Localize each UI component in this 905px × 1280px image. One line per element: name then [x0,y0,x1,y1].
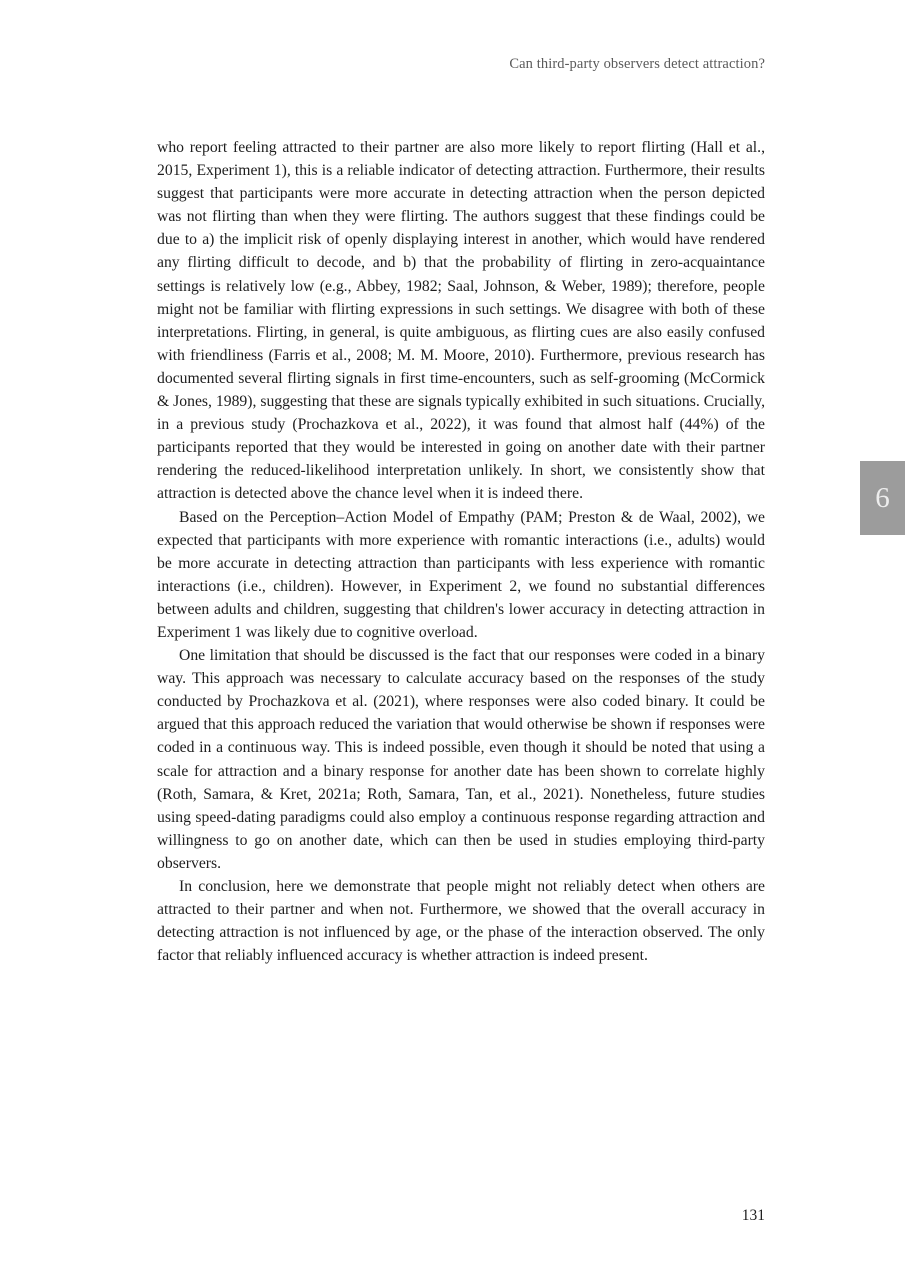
paragraph: In conclusion, here we demonstrate that people might not reliably detect when others are attracted to their partner and when not. Furthermore, we showed that the overall accuracy in detecting attraction is not influenced by age, or the phase of the interaction observed. The only factor that reliably influenced accuracy is whether attraction is indeed present. [157,878,765,965]
chapter-tab: 6 [860,461,905,535]
paragraph: Based on the Perception–Action Model of Empathy (PAM; Preston & de Waal, 2002), we expected that participants with more experience with romantic interactions (i.e., adults) would be more accurate in detecting attraction than participants with less experience with romantic interactions (i.e., children). However, in Experiment 2, we found no substantial differences between adults and children, suggesting that children's lower accuracy in detecting attraction in Experiment 1 was likely due to cognitive overload. [157,508,765,641]
body-text [157,136,765,967]
page-number: 131 [741,1207,765,1224]
running-header: Can third-party observers detect attraction? [509,56,765,72]
paragraph: One limitation that should be discussed is the fact that our responses were coded in a binary way. This approach was necessary to calculate accuracy based on the responses of the study conducted by Prochazkova et al. (2021), where responses were also coded binary. It could be argued that this approach reduced the variation that would otherwise be shown if responses were coded in a continuous way. This is indeed possible, even though it should be noted that using a scale for attraction and a binary response for another date has been shown to correlate highly (Roth, Samara, & Kret, 2021a; Roth, Samara, Tan, et al., 2021). Nonetheless, future studies using speed-dating paradigms could also employ a continuous response regarding attraction and willingness to go on another date, which can then be used in studies employing third-party observers. [157,647,765,872]
paragraph: who report feeling attracted to their partner are also more likely to report flirting (Hall et al., 2015, Experiment 1), this is a reliable indicator of detecting attraction. Furthermore, their results suggest that participants were more accurate in detecting attraction when the person depicted was not flirting than when they were flirting. The authors suggest that these findings could be due to a) the implicit risk of openly displaying interest in another, which would have rendered any flirting difficult to decode, and b) that the probability of flirting in zero-acquaintance settings is relatively low (e.g., Abbey, 1982; Saal, Johnson, & Weber, 1989); therefore, people might not be familiar with flirting expressions in such settings. We disagree with both of these interpretations. Flirting, in general, is quite ambiguous, as flirting cues are also easily confused with friendliness (Farris et al., 2008; M. M. Moore, 2010). Furthermore, previous research has documented several flirting signals in first time-encounters, such as self-grooming (McCormick & Jones, 1989), suggesting that these are signals typically exhibited in such situations. Crucially, in a previous study (Prochazkova et al., 2022), it was found that almost half (44%) of the participants reported that they would be interested in going on another date with their partner rendering the reduced-likelihood interpretation unlikely. In short, we consistently show that attraction is detected above the chance level when it is indeed there. [157,139,765,503]
